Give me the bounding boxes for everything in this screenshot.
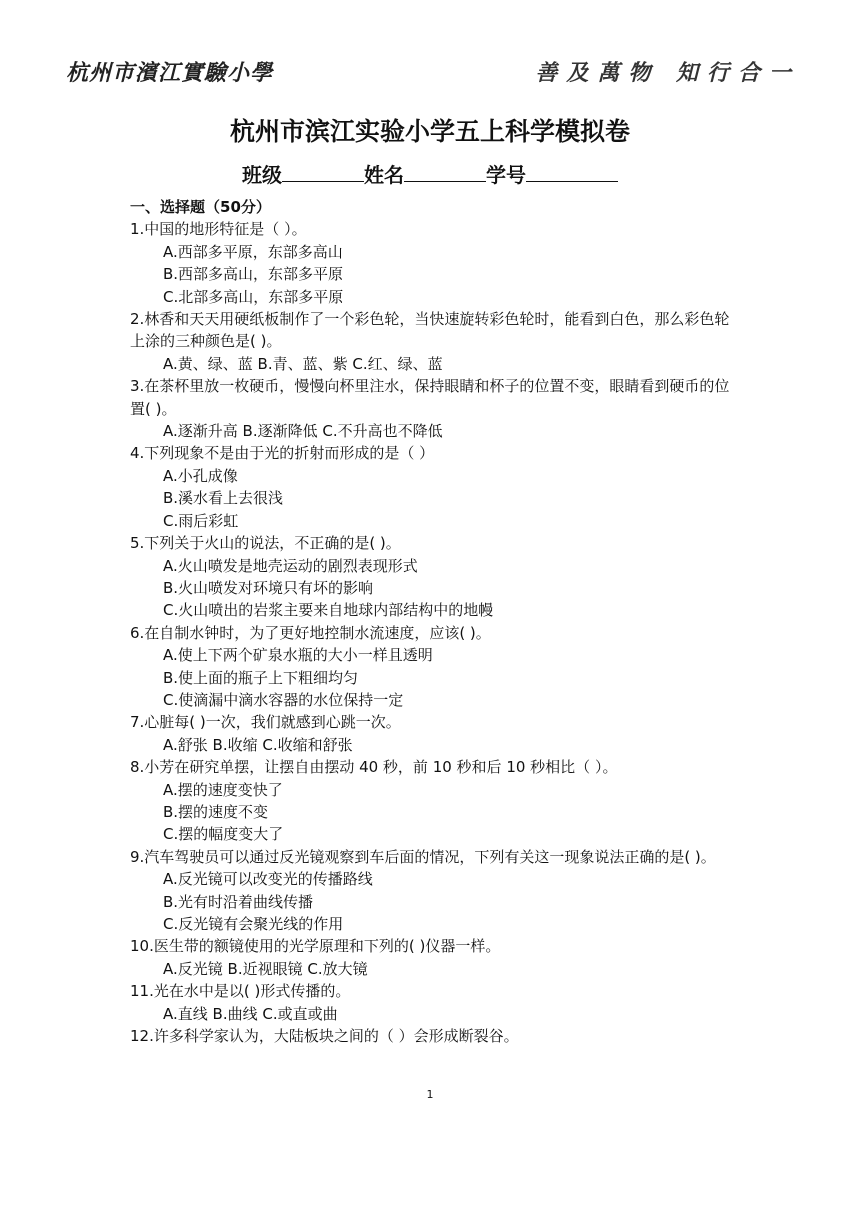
question-text: 4.下列现象不是由于光的折射而形成的是（ ） (130, 444, 435, 463)
question-12 (130, 1025, 740, 1047)
option-c: C.反光镜有会聚光线的作用 (163, 915, 344, 933)
class-blank[interactable] (282, 163, 364, 182)
question-text: 5.下列关于火山的说法，不正确的是( )。 (130, 534, 401, 553)
name-blank[interactable] (404, 163, 486, 182)
school-motto: 善及萬物 知行合一 (535, 60, 800, 86)
option-a: A.使上下两个矿泉水瓶的大小一样且透明 (163, 646, 433, 665)
option-c: C.火山喷出的岩浆主要来自地球内部结构中的地幔 (163, 601, 494, 620)
student-info-line (0, 159, 860, 188)
question-text: 7.心脏每( )一次，我们就感到心跳一次。 (130, 713, 401, 732)
question-8 (130, 756, 740, 846)
option-b: B.摆的速度不变 (163, 802, 269, 821)
option-a: A.反光镜可以改变光的传播路线 (163, 870, 373, 889)
question-11 (130, 980, 740, 1025)
option-b: B.火山喷发对环境只有坏的影响 (163, 578, 374, 597)
option-a: A.摆的速度变快了 (163, 780, 283, 799)
option-c: C.使滴漏中滴水容器的水位保持一定 (163, 690, 404, 709)
option-a: A.西部多平原，东部多高山 (163, 242, 343, 261)
options-inline: A.逐渐升高 B.逐渐降低 C.不升高也不降低 (163, 422, 443, 441)
question-text: 1.中国的地形特征是（ ）。 (130, 220, 307, 239)
options-inline: A.舒张 B.收缩 C.收缩和舒张 (163, 735, 353, 754)
question-text: 10.医生带的额镜使用的光学原理和下列的( )仪器一样。 (130, 937, 501, 956)
option-b: B.溪水看上去很浅 (163, 489, 284, 508)
option-b: B.西部多高山，东部多平原 (163, 265, 344, 284)
question-6 (130, 622, 740, 712)
id-label: 学号 (486, 163, 526, 187)
question-text: 8.小芳在研究单摆，让摆自由摆动 40 秒，前 10 秒和后 10 秒相比（ ）。 (130, 758, 618, 777)
question-text: 2.林香和天天用硬纸板制作了一个彩色轮，当快速旋转彩色轮时，能看到白色，那么彩色轮上涂的三种颜色是( )。 (130, 310, 730, 351)
question-3 (130, 375, 740, 442)
question-list (130, 196, 740, 1047)
option-b: B.使上面的瓶子上下粗细均匀 (163, 668, 359, 687)
page-number: 1 (426, 1088, 434, 1101)
option-a: A.火山喷发是地壳运动的剧烈表现形式 (163, 556, 418, 575)
question-4 (130, 442, 740, 532)
class-label: 班级 (242, 163, 282, 187)
question-9 (130, 846, 740, 936)
option-b: B.光有时沿着曲线传播 (163, 892, 314, 911)
name-label: 姓名 (364, 163, 404, 187)
page-title: 杭州市滨江实验小学五上科学模拟卷 (229, 117, 630, 146)
question-text: 6.在自制水钟时，为了更好地控制水流速度，应该( )。 (130, 623, 491, 642)
options-inline: A.黄、绿、蓝 B.青、蓝、紫 C.红、绿、蓝 (163, 354, 443, 373)
option-c: C.北部多高山，东部多平原 (163, 287, 344, 306)
options-inline: A.直线 B.曲线 C.或直或曲 (163, 1004, 338, 1023)
question-2 (130, 308, 740, 375)
question-text: 11.光在水中是以( )形式传播的。 (130, 982, 351, 1001)
question-text: 9.汽车驾驶员可以通过反光镜观察到车后面的情况，下列有关这一现象说法正确的是( )。 (130, 847, 716, 866)
option-c: C.摆的幅度变大了 (163, 825, 284, 844)
question-text: 3.在茶杯里放一枚硬币，慢慢向杯里注水，保持眼睛和杯子的位置不变，眼睛看到硬币的位置( )。 (130, 377, 730, 418)
id-blank[interactable] (526, 163, 618, 182)
school-logo: 杭州市濱江實驗小學 (66, 60, 274, 86)
option-a: A.小孔成像 (163, 466, 238, 485)
question-5 (130, 532, 740, 622)
section-heading: 一、选择题（50分） (130, 198, 271, 216)
options-inline: A.反光镜 B.近视眼镜 C.放大镜 (163, 959, 368, 978)
question-7 (130, 711, 740, 756)
question-text: 12.许多科学家认为，大陆板块之间的（ ）会形成断裂谷。 (130, 1027, 519, 1046)
question-1 (130, 218, 740, 308)
option-c: C.雨后彩虹 (163, 511, 239, 530)
question-10 (130, 935, 740, 980)
